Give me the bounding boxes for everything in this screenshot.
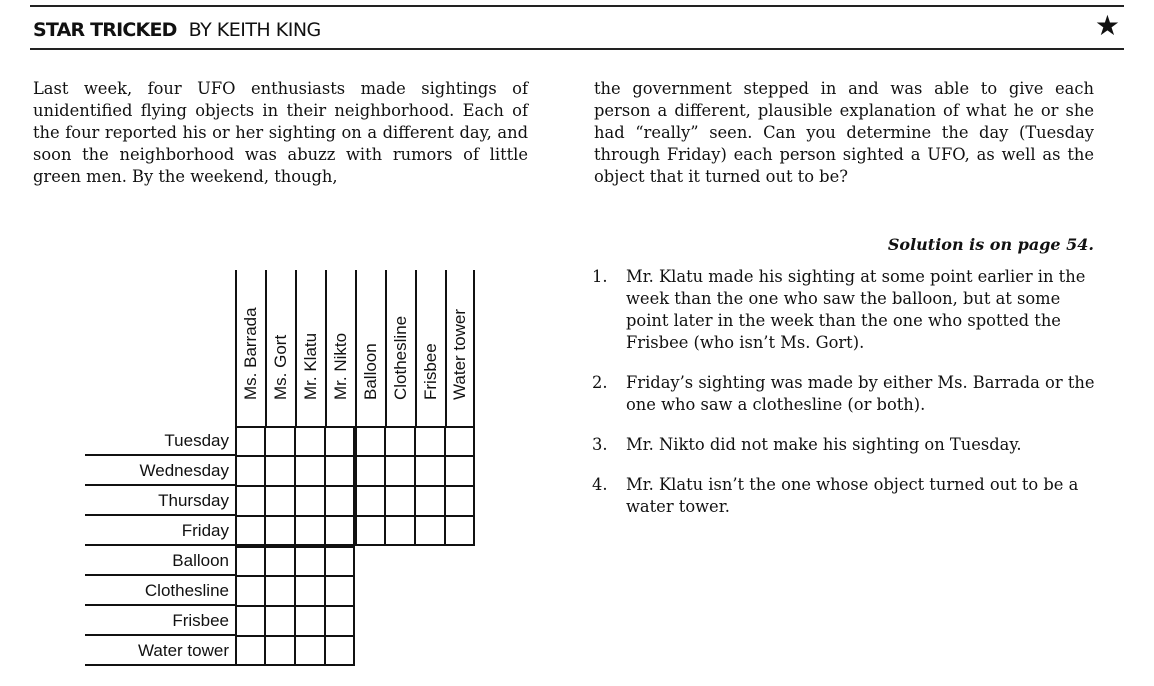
- grid-cell[interactable]: [265, 546, 295, 576]
- grid-cell[interactable]: [415, 516, 445, 546]
- grid-cell[interactable]: [355, 516, 385, 546]
- grid-cell[interactable]: [325, 606, 355, 636]
- clue-text: Mr. Klatu isn’t the one whose object turned out to be a water tower.: [626, 475, 1079, 516]
- grid-cell[interactable]: [265, 486, 295, 516]
- header-bottom-rule: [30, 48, 1124, 50]
- clue-item: [592, 266, 1098, 354]
- clue-list: [592, 266, 1098, 536]
- clue-text: Friday’s sighting was made by either Ms. Barrada or the one who saw a clothesline (or both).: [626, 373, 1095, 414]
- grid-row-label: Clothesline: [85, 576, 235, 606]
- intro-paragraph-right: the government stepped in and was able to give each person a different, plausible explanation of what he or she had “really” seen. Can you determine the day (Tuesday through Friday) each person sighted a UFO, as well as the object that it turned out to be?: [594, 79, 1094, 186]
- grid-cell[interactable]: [445, 426, 475, 456]
- grid-cell[interactable]: [445, 456, 475, 486]
- grid-cell[interactable]: [235, 546, 265, 576]
- grid-column-label: Mr. Nikto: [331, 332, 350, 400]
- grid-column-label: Mr. Klatu: [301, 332, 320, 400]
- grid-cell[interactable]: [445, 516, 475, 546]
- grid-cell[interactable]: [295, 426, 325, 456]
- grid-cell[interactable]: [355, 456, 385, 486]
- grid-cell[interactable]: [295, 576, 325, 606]
- grid-cell[interactable]: [235, 636, 265, 666]
- clue-item: [592, 434, 1098, 456]
- grid-row-label: Water tower: [85, 636, 235, 666]
- intro-paragraph-left: Last week, four UFO enthusiasts made sightings of unidentified flying objects in their neighborhood. Each of the four reported his or her sighting on a different day, and soon the neighborhood was abuzz with rumors of little green men. By the weekend, though,: [33, 79, 528, 186]
- grid-cell[interactable]: [385, 516, 415, 546]
- grid-cell[interactable]: [265, 456, 295, 486]
- grid-cell[interactable]: [295, 606, 325, 636]
- grid-cell[interactable]: [355, 486, 385, 516]
- clue-number: 1.: [592, 267, 608, 286]
- grid-column-header: [415, 270, 445, 426]
- grid-cell[interactable]: [265, 576, 295, 606]
- grid-row-label: Frisbee: [85, 606, 235, 636]
- clue-number: 3.: [592, 435, 608, 454]
- grid-cell[interactable]: [325, 636, 355, 666]
- grid-cell[interactable]: [385, 426, 415, 456]
- grid-row-label: Friday: [85, 516, 235, 546]
- grid-column-label: Balloon: [361, 343, 380, 400]
- grid-cell[interactable]: [385, 456, 415, 486]
- grid-cell[interactable]: [295, 486, 325, 516]
- grid-cell[interactable]: [235, 486, 265, 516]
- clue-text: Mr. Nikto did not make his sighting on Tuesday.: [626, 435, 1022, 454]
- clue-number: 4.: [592, 475, 608, 494]
- grid-cell[interactable]: [235, 606, 265, 636]
- grid-cell[interactable]: [385, 486, 415, 516]
- grid-cell[interactable]: [295, 546, 325, 576]
- header-top-rule: [30, 5, 1124, 7]
- grid-cell[interactable]: [295, 516, 325, 546]
- grid-column-header: [295, 270, 325, 426]
- grid-cell[interactable]: [415, 426, 445, 456]
- grid-cell[interactable]: [235, 576, 265, 606]
- grid-cell[interactable]: [325, 576, 355, 606]
- grid-column-header: [385, 270, 415, 426]
- grid-row-label: Thursday: [85, 486, 235, 516]
- grid-cell[interactable]: [445, 486, 475, 516]
- grid-cell[interactable]: [325, 546, 355, 576]
- grid-column-header: [355, 270, 385, 426]
- grid-column-header: [445, 270, 475, 426]
- grid-cell[interactable]: [415, 456, 445, 486]
- grid-cell[interactable]: [325, 516, 355, 546]
- grid-cell[interactable]: [295, 456, 325, 486]
- grid-row-label: Balloon: [85, 546, 235, 576]
- grid-cell[interactable]: [325, 456, 355, 486]
- grid-column-header: [325, 270, 355, 426]
- grid-row-label: Wednesday: [85, 456, 235, 486]
- grid-cell[interactable]: [355, 426, 385, 456]
- clue-number: 2.: [592, 373, 608, 392]
- grid-column-label: Water tower: [450, 308, 469, 400]
- puzzle-byline: BY KEITH KING: [188, 19, 321, 41]
- solution-note: Solution is on page 54.: [887, 235, 1094, 254]
- grid-cell[interactable]: [325, 486, 355, 516]
- grid-cell[interactable]: [415, 486, 445, 516]
- puzzle-title: STAR TRICKED: [33, 19, 177, 41]
- grid-cell[interactable]: [295, 636, 325, 666]
- grid-column-header: [265, 270, 295, 426]
- grid-cell[interactable]: [325, 426, 355, 456]
- grid-cell[interactable]: [235, 516, 265, 546]
- grid-column-label: Ms. Barrada: [241, 307, 260, 400]
- puzzle-header: [33, 19, 321, 41]
- grid-cell[interactable]: [235, 426, 265, 456]
- star-icon: ★: [1094, 9, 1120, 42]
- grid-column-label: Frisbee: [421, 343, 440, 400]
- grid-row-label: Tuesday: [85, 426, 235, 456]
- grid-cell[interactable]: [265, 516, 295, 546]
- grid-cell[interactable]: [265, 426, 295, 456]
- grid-cell[interactable]: [265, 636, 295, 666]
- grid-column-header: [235, 270, 265, 426]
- grid-cell[interactable]: [235, 456, 265, 486]
- grid-column-label: Ms. Gort: [271, 334, 290, 400]
- grid-cell[interactable]: [265, 606, 295, 636]
- clue-text: Mr. Klatu made his sighting at some point earlier in the week than the one who saw the balloon, but at some point later in the week than the one who spotted the Frisbee (who isn’t Ms. Gort).: [626, 267, 1086, 352]
- clue-item: [592, 372, 1098, 416]
- grid-column-label: Clothesline: [391, 315, 410, 400]
- clue-item: [592, 474, 1098, 518]
